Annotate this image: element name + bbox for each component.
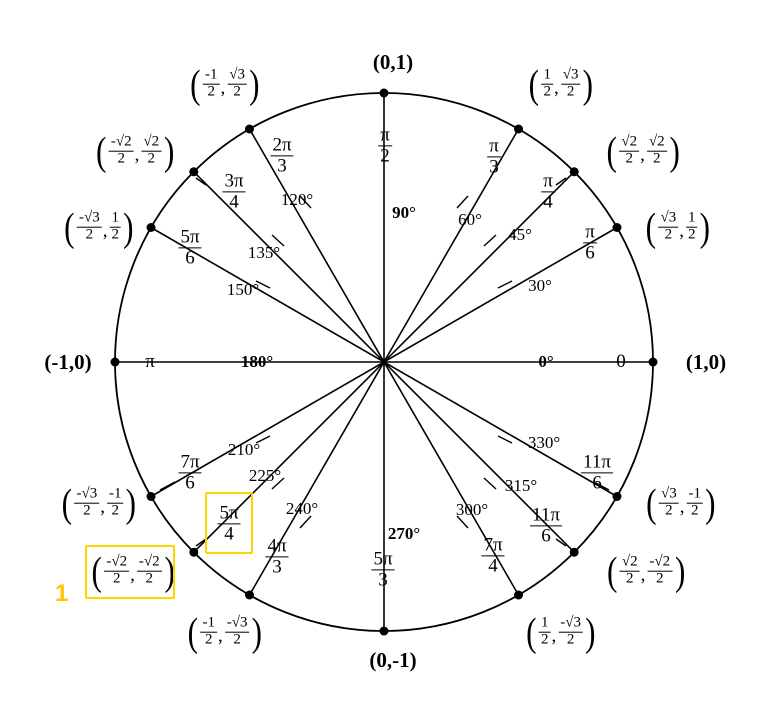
fraction-denominator: 2 xyxy=(111,226,119,243)
fraction-denominator: 2 xyxy=(652,150,661,167)
paren-open: ( xyxy=(91,548,102,594)
coord-pair-45 xyxy=(605,128,681,174)
radian-label-pi-over-3 xyxy=(487,136,501,177)
comma: , xyxy=(679,220,684,242)
angle-label-90: 90° xyxy=(392,203,416,223)
fraction-denominator: 2 xyxy=(626,570,634,587)
paren-close: ) xyxy=(249,61,260,107)
fraction-numerator: -1 xyxy=(202,614,216,631)
paren-open: ( xyxy=(645,204,657,250)
fraction-numerator: √2 xyxy=(648,133,665,150)
radian-label-pi-over-2 xyxy=(378,125,392,166)
angle-label-30: 30° xyxy=(528,276,552,296)
paren-open: ( xyxy=(606,128,617,174)
paren-open: ( xyxy=(607,548,618,594)
fraction-denominator: 4 xyxy=(229,191,239,213)
fraction-numerator: π xyxy=(380,124,390,146)
fraction-numerator: √2 xyxy=(621,133,638,150)
fraction-numerator: -1 xyxy=(108,485,122,502)
fraction-denominator: 2 xyxy=(145,570,153,587)
radian-label-11pi-over-6 xyxy=(581,452,613,493)
fraction-numerator: 5π xyxy=(373,548,393,570)
fraction-numerator: 11π xyxy=(583,451,611,473)
fraction-denominator: 3 xyxy=(272,556,282,578)
paren-close: ) xyxy=(705,480,716,526)
fraction-numerator: 7π xyxy=(180,451,200,473)
highlight-box-coordinate xyxy=(85,545,175,599)
fraction-denominator: 2 xyxy=(111,502,119,519)
fraction-numerator: -√2 xyxy=(110,133,132,150)
fraction-numerator: 11π xyxy=(532,504,560,526)
coord-pair-135 xyxy=(95,128,176,174)
fraction-numerator: -√2 xyxy=(106,553,128,570)
fraction-denominator: 2 xyxy=(690,502,699,519)
fraction-numerator: -1 xyxy=(205,66,218,83)
paren-close: ) xyxy=(674,548,685,594)
paren-close: ) xyxy=(163,128,174,174)
paren-open: ( xyxy=(96,128,107,174)
fraction-numerator: π xyxy=(489,135,499,157)
paren-close: ) xyxy=(123,204,134,250)
coord-label-bottom: (0,-1) xyxy=(369,647,417,672)
coord-label-left: (-1,0) xyxy=(44,349,92,374)
fraction-numerator: 7π xyxy=(483,534,503,556)
paren-close: ) xyxy=(125,480,137,526)
radian-label-pi-over-6 xyxy=(583,222,597,263)
fraction-numerator: 3π xyxy=(224,170,244,192)
radian-label-pi: π xyxy=(145,351,155,373)
fraction-denominator: 2 xyxy=(233,631,241,648)
fraction-denominator: 6 xyxy=(185,472,195,494)
paren-close: ) xyxy=(699,204,711,250)
fraction-numerator: 1 xyxy=(543,66,552,83)
fraction-denominator: 4 xyxy=(224,523,234,545)
radian-label-3pi-over-2 xyxy=(371,549,394,590)
fraction-denominator: 2 xyxy=(655,570,664,587)
angle-label-120: 120° xyxy=(280,190,314,210)
radian-label-5pi-over-6 xyxy=(178,227,201,268)
fraction-numerator: 5π xyxy=(180,226,200,248)
fraction-denominator: 6 xyxy=(592,472,602,494)
coord-label-top: (0,1) xyxy=(372,49,414,74)
fraction-denominator: 4 xyxy=(488,555,498,577)
coord-pair-210 xyxy=(60,480,138,526)
radian-label-2pi-over-3 xyxy=(270,135,293,176)
paren-close: ) xyxy=(585,609,596,655)
highlight-marker-number: 1 xyxy=(55,580,69,607)
fraction-denominator: 2 xyxy=(566,631,575,648)
fraction-denominator: 3 xyxy=(378,569,388,591)
fraction-denominator: 2 xyxy=(147,150,155,167)
comma: , xyxy=(640,564,646,586)
paren-open: ( xyxy=(64,204,75,250)
coord-pair-120 xyxy=(189,61,262,107)
fraction-denominator: 2 xyxy=(380,145,390,167)
radian-label-0: 0 xyxy=(616,351,626,373)
fraction-numerator: √2 xyxy=(143,133,160,150)
fraction-denominator: 4 xyxy=(543,191,553,213)
radian-label-7pi-over-4 xyxy=(530,505,562,546)
fraction-numerator: -√3 xyxy=(76,485,98,502)
paren-open: ( xyxy=(526,609,537,655)
coord-label-right: (1,0) xyxy=(685,349,727,374)
fraction-denominator: 6 xyxy=(185,247,195,269)
angle-label-60: 60° xyxy=(458,210,482,230)
fraction-denominator: 2 xyxy=(233,83,241,100)
fraction-denominator: 2 xyxy=(83,502,91,519)
fraction-numerator: 4π xyxy=(267,535,287,557)
coord-pair-330 xyxy=(645,480,718,526)
angle-label-225: 225° xyxy=(248,466,282,486)
fraction-denominator: 2 xyxy=(117,150,125,167)
fraction-numerator: -1 xyxy=(688,485,701,502)
angle-label-270: 270° xyxy=(387,524,421,544)
paren-close: ) xyxy=(582,61,594,107)
paren-open: ( xyxy=(646,480,657,526)
fraction-denominator: 3 xyxy=(489,156,499,178)
comma: , xyxy=(134,144,140,166)
fraction-denominator: 2 xyxy=(665,502,673,519)
fraction-numerator: 2π xyxy=(272,134,292,156)
fraction-numerator: 1 xyxy=(111,209,119,226)
paren-open: ( xyxy=(190,61,201,107)
angle-label-0: 0° xyxy=(538,352,554,372)
angle-label-210: 210° xyxy=(227,440,261,460)
angle-label-300: 300° xyxy=(455,500,489,520)
paren-open: ( xyxy=(61,480,73,526)
comma: , xyxy=(102,220,108,242)
fraction-numerator: -√3 xyxy=(226,614,248,631)
fraction-numerator: -√2 xyxy=(138,553,160,570)
comma: , xyxy=(130,564,135,586)
comma: , xyxy=(679,496,685,518)
angle-label-315: 315° xyxy=(504,476,538,496)
comma: , xyxy=(100,496,105,518)
fraction-numerator: √3 xyxy=(661,485,677,502)
angle-label-150: 150° xyxy=(226,280,260,300)
fraction-numerator: π xyxy=(543,170,553,192)
comma: , xyxy=(554,77,559,99)
fraction-numerator: -√3 xyxy=(560,614,581,631)
comma: , xyxy=(218,625,223,647)
paren-close: ) xyxy=(251,609,263,655)
coord-pair-150 xyxy=(63,204,136,250)
comma: , xyxy=(640,144,645,166)
paren-open: ( xyxy=(187,609,199,655)
fraction-numerator: -√2 xyxy=(649,553,671,570)
fraction-denominator: 2 xyxy=(541,631,549,648)
fraction-numerator: √3 xyxy=(660,209,677,226)
fraction-numerator: √3 xyxy=(229,66,245,83)
paren-open: ( xyxy=(528,61,540,107)
radian-label-3pi-over-4 xyxy=(222,171,245,212)
fraction-denominator: 2 xyxy=(566,83,575,100)
fraction-numerator: 1 xyxy=(541,614,549,631)
paren-close: ) xyxy=(164,548,175,594)
comma: , xyxy=(551,625,557,647)
angle-label-45: 45° xyxy=(508,225,532,245)
fraction-numerator: √3 xyxy=(562,66,579,83)
fraction-denominator: 6 xyxy=(541,525,551,547)
radian-label-pi-over-4 xyxy=(541,171,555,212)
angle-label-135: 135° xyxy=(247,243,281,263)
radian-label-5pi-over-3 xyxy=(481,535,504,576)
paren-close: ) xyxy=(669,128,680,174)
highlight-box-radian xyxy=(205,492,253,554)
coord-pair-240 xyxy=(186,609,264,655)
fraction-denominator: 3 xyxy=(277,155,287,177)
fraction-numerator: -√3 xyxy=(79,209,100,226)
fraction-numerator: √2 xyxy=(621,553,638,570)
angle-label-330: 330° xyxy=(527,433,561,453)
fraction-numerator: 5π xyxy=(219,502,239,524)
fraction-denominator: 2 xyxy=(664,226,673,243)
fraction-denominator: 2 xyxy=(543,83,552,100)
coord-pair-60 xyxy=(527,61,595,107)
radian-label-4pi-over-3 xyxy=(265,536,288,577)
fraction-denominator: 2 xyxy=(205,631,213,648)
fraction-denominator: 2 xyxy=(113,570,121,587)
fraction-denominator: 2 xyxy=(85,226,94,243)
fraction-denominator: 2 xyxy=(687,226,696,243)
coord-pair-315 xyxy=(606,548,687,594)
coord-pair-30 xyxy=(644,204,712,250)
fraction-denominator: 2 xyxy=(625,150,633,167)
angle-label-180: 180° xyxy=(240,352,274,372)
fraction-numerator: π xyxy=(585,221,595,243)
fraction-numerator: 1 xyxy=(687,209,696,226)
fraction-denominator: 6 xyxy=(585,242,595,264)
coord-pair-300 xyxy=(525,609,598,655)
radian-label-7pi-over-6 xyxy=(178,452,201,493)
angle-label-240: 240° xyxy=(285,499,319,519)
comma: , xyxy=(220,77,226,99)
fraction-denominator: 2 xyxy=(207,83,216,100)
